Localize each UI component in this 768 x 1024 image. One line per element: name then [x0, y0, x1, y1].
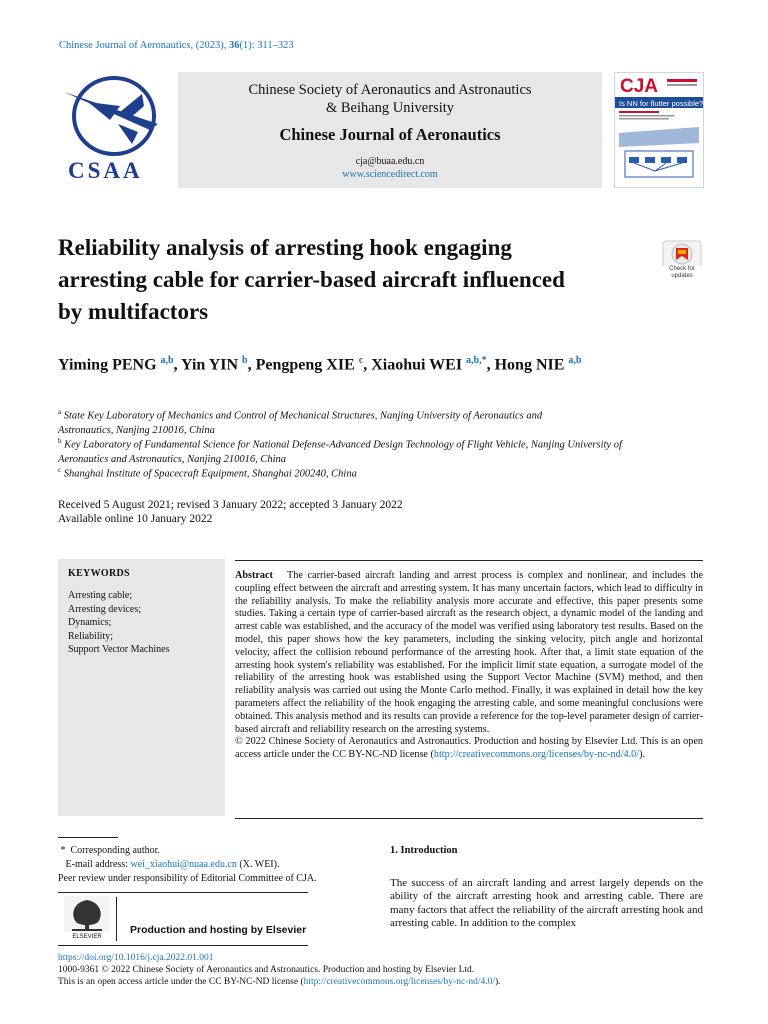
crossmark-icon [662, 240, 702, 266]
author-affiliation-link[interactable]: a,b,* [466, 355, 487, 366]
author-affiliation-link[interactable]: a,b [160, 355, 174, 366]
affiliation-c: $^c$ Shanghai Institute of Spacecraft Equipment, Shanghai 200240, China [58, 466, 357, 480]
author-affiliation-link[interactable]: b [242, 355, 248, 366]
bottom-license-link[interactable]: http://creativecommons.org/licenses/by-nc-nd/4.0/ [303, 977, 495, 987]
author-name: , Yin YIN [173, 356, 243, 374]
journal-citation[interactable]: Chinese Journal of Aeronautics, (2023), 36(1): 311–323 [59, 40, 294, 51]
corresponding-email-line: E-mail address: wei_xiaohui@nuaa.edu.cn (X. WEI). [65, 859, 280, 870]
author-name: , Hong NIE [486, 356, 569, 374]
author-list [58, 355, 581, 374]
cover-headline: Is NN for flutter possible? [619, 99, 703, 108]
cover-art-icon [615, 73, 703, 187]
author-name: , Pengpeng XIE [247, 356, 359, 374]
keyword-item: Arresting devices; [68, 603, 142, 615]
abstract-bottom-rule [235, 818, 703, 819]
abstract-copyright: © 2022 Chinese Society of Aeronautics and Astronautics. Production and hosting by Elsevier Ltd. This is an open access article under the CC BY-NC-ND license ( [235, 736, 703, 761]
keyword-item: Support Vector Machines [68, 644, 170, 655]
article-dates [58, 498, 403, 526]
author-name: , Xiaohui WEI [363, 356, 467, 374]
cover-brand: CJA [620, 76, 659, 97]
journal-email: cja@buaa.edu.cn [355, 156, 425, 167]
license-link[interactable]: http://creativecommons.org/licenses/by-nc-nd/4.0/ [433, 749, 640, 761]
introduction-text: The success of an aircraft landing and arrest largely depends on the ability of the aircraft arresting hook and arresting cable. There are many factors that affect the reliability of the aircraft arresting hook and arresting cable. In addition to the complex [390, 877, 703, 930]
keyword-item: Arresting cable; [68, 590, 133, 601]
peer-review-note: Peer review under responsibility of Editorial Committee of CJA. [58, 873, 317, 884]
license-line: This is an open access article under the CC BY-NC-ND license (http://creativecommons.org/licenses/by-nc-nd/4.0/). [58, 977, 501, 987]
affiliation-b: $^b$ Key Laboratory of Fundamental Science for National Defense-Advanced Design Technology of Flight Vehicle, Nanjing University of Aeronautics and Astronautics, Nanjing 210016, China [58, 437, 622, 465]
csaa-emblem-icon [58, 72, 174, 158]
elsevier-hosting-box [58, 892, 308, 946]
corresponding-email-link[interactable]: wei_xiaohui@nuaa.edu.cn [130, 859, 237, 870]
abstract-top-rule [235, 560, 703, 561]
journal-cover-thumbnail[interactable] [614, 72, 704, 188]
author-affiliation-link[interactable]: c [358, 355, 364, 366]
affiliation-a: $^a$ State Key Laboratory of Mechanics and Control of Mechanical Structures, Nanjing University of Aeronautics and Astronautics, Nanjing 210016, China [58, 408, 543, 436]
abstract-text: The carrier-based aircraft landing and arrest process is complex and nonlinear, and includes the coupling effect between the aircraft and arresting system. It has many uncertain factors, which lead to difficulty in the reliability analysis. To make the reliability analysis more accurate and effective, this paper presents some studies. Taking a certain type of carrier-based aircraft as the research object, a dynamic model of the landing and arrest cable was established, and the accuracy of the model was verified using laboratory test results. Based on the model, this paper shows how the key parameters, including the sinking velocity, pitch angle and horizontal velocity, affect the collision rebound performance of the arresting hook. After that, a limit state equation of the arresting hook system's reliability was established. For the implicit limit state equation, a surrogate model of the reliability of the arresting hook was established using the Support Vector Machine (SVM) method, and then reliability analysis was carried out using the Monte Carlo method. Finally, it was explained in detail how the key parameters affect the reliability of the hook engaging the arresting cable, and some meaningful conclusions were obtained. This analysis method and its results can provide a reference for the top-level parameter design of carrier-based aircraft and reliability research on the arresting systems. [235, 570, 703, 735]
issn-line: 1000-9361 © 2022 Chinese Society of Aeronautics and Astronautics. Production and hosting by Elsevier Ltd. [58, 965, 475, 975]
journal-header [178, 72, 602, 188]
keywords-list [68, 589, 169, 657]
author-affiliation-link[interactable]: a,b [568, 355, 582, 366]
journal-website-link[interactable]: www.sciencedirect.com [342, 169, 438, 180]
article-title: Reliability analysis of arresting hook engaging arresting cable for carrier-based aircraft influenced by multifactors [58, 235, 565, 324]
corresponding-author-note: * Corresponding author. [60, 845, 160, 856]
introduction-heading: 1. Introduction [390, 845, 458, 856]
keyword-item: Dynamics; [68, 617, 112, 628]
svg-text:ELSEVIER: ELSEVIER [72, 934, 102, 940]
available-online-date: Available online 10 January 2022 [58, 513, 213, 525]
footnote-rule [58, 837, 118, 838]
csaa-logo-text: CSAA [68, 158, 143, 183]
elsevier-hosting-text: Production and hosting by Elsevier [130, 924, 307, 936]
journal-name: Chinese Journal of Aeronautics [279, 125, 501, 144]
abstract-label: Abstract [235, 570, 273, 581]
check-for-updates-badge[interactable]: Check for updates [662, 240, 702, 284]
author-name: Yiming PENG [58, 356, 161, 374]
keywords-box [58, 559, 225, 816]
abstract: Abstract The carrier-based aircraft landing and arrest process is complex and nonlinear, and includes the coupling effect between the aircraft and arresting system. It has many uncertain factors, which lead to difficulty in the reliability analysis. To make the reliability analysis more accurate and effective, this paper presents some studies. Taking a certain type of carrier-based aircraft as the research object, a dynamic model of the landing and arrest cable was established, and the accuracy of the model was verified using laboratory test results. Based on the model, this paper shows how the key parameters, including the sinking velocity, pitch angle and horizontal velocity, affect the collision rebound performance of the arresting hook. After that, a limit state equation of the arresting hook system's reliability was established. For the implicit limit state equation, a surrogate model of the reliability of the arresting hook was established using the Support Vector Machine (SVM) method, and then reliability analysis was carried out using the Monte Carlo method. Finally, it was explained in detail how the key parameters affect the reliability of the hook engaging the arresting cable, and some meaningful conclusions were obtained. This analysis method and its results can provide a reference for the top-level parameter design of carrier-based aircraft and reliability research on the arresting systems. © 2022 Chinese Society of Aeronautics and Astronautics. Production and hosting by Elsevier Ltd. This is an open access article under the CC BY-NC-ND license (http://creativecommons.org/licenses/by-nc-nd/4.0/). [235, 570, 703, 761]
received-dates: Received 5 August 2021; revised 3 January 2022; accepted 3 January 2022 [58, 499, 403, 511]
doi-link[interactable]: https://doi.org/10.1016/j.cja.2022.01.001 [58, 953, 214, 963]
csaa-logo [58, 72, 174, 188]
elsevier-tree-icon [64, 896, 110, 940]
society-name-line1: Chinese Society of Aeronautics and Astronautics [248, 82, 532, 98]
society-name-line2: & Beihang University [325, 100, 455, 116]
keyword-item: Reliability; [68, 630, 113, 642]
keywords-heading: KEYWORDS [68, 568, 130, 579]
